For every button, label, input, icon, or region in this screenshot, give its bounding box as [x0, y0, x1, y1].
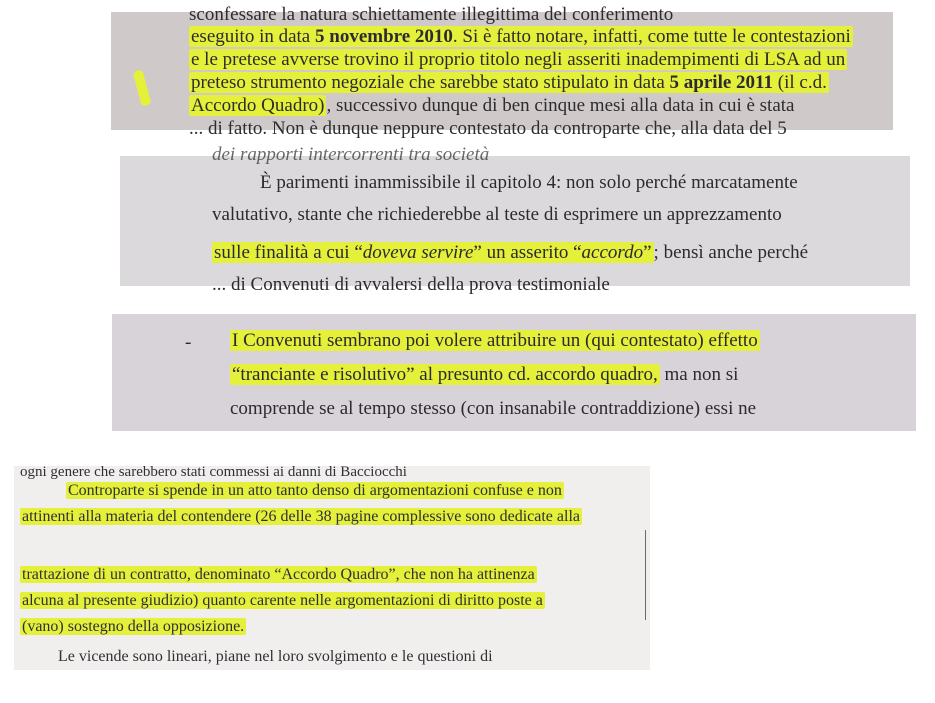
text-line: I Convenuti sembrano poi volere attribuire un (qui contestato) effetto	[232, 330, 758, 351]
highlighter-mark	[133, 69, 152, 106]
text-line: alcuna al presente giudizio) quanto carente nelle argomentazioni di diritto poste a	[22, 592, 543, 609]
text-line: ... di fatto. Non è dunque neppure contestato da controparte che, alla data del 5	[189, 118, 787, 139]
page-edge-rule	[645, 530, 646, 620]
list-bullet: -	[185, 332, 192, 353]
text-line: “tranciante e risolutivo” al presunto cd. accordo quadro, ma non si	[232, 364, 739, 385]
text-line: (vano) sostegno della opposizione.	[22, 618, 245, 635]
text-line: Le vicende sono lineari, piane nel loro svolgimento e le questioni di	[58, 648, 493, 665]
text-line: Accordo Quadro) , successivo dunque di ben cinque mesi alla data in cui è stata	[191, 95, 795, 116]
text-line: comprende se al tempo stesso (con insanabile contraddizione) essi ne	[230, 398, 757, 419]
text-line: ... di Convenuti di avvalersi della prova testimoniale	[212, 274, 610, 295]
excerpt-4	[14, 466, 650, 670]
text-line: Controparte si spende in un atto tanto denso di argomentazioni confuse e non	[68, 482, 562, 499]
text-line: ogni genere che sarebbero stati commessi ai danni di Bacciocchi	[20, 464, 407, 480]
excerpt-2	[120, 144, 910, 295]
text-line: attinenti alla materia del contendere (26 delle 38 pagine complessive sono dedicate alla	[22, 508, 580, 525]
text-line: sconfessare la natura schiettamente illegittima del conferimento	[189, 4, 674, 25]
excerpt-3	[112, 314, 916, 431]
text-line: valutativo, stante che richiederebbe al teste di esprimere un apprezzamento	[212, 204, 782, 225]
text-line: È parimenti inammissibile il capitolo 4: non solo perché marcatamente	[260, 172, 798, 193]
text-line: preteso strumento negoziale che sarebbe stato stipulato in data 5 aprile 2011 (il c.d.	[191, 72, 827, 93]
text-line: sulle finalità a cui “doveva servire” un asserito “accordo” ; bensì anche perché	[214, 242, 809, 263]
text-line: trattazione di un contratto, denominato “Accordo Quadro”, che non ha attinenza	[22, 566, 535, 583]
excerpt-1	[111, 4, 893, 139]
text-line: eseguito in data 5 novembre 2010. Si è fatto notare, infatti, come tutte le contestazioni	[191, 26, 851, 47]
text-line: dei rapporti intercorrenti tra società	[212, 144, 490, 165]
text-line: e le pretese avverse trovino il proprio titolo negli asseriti inadempimenti di LSA ad un	[191, 49, 846, 70]
